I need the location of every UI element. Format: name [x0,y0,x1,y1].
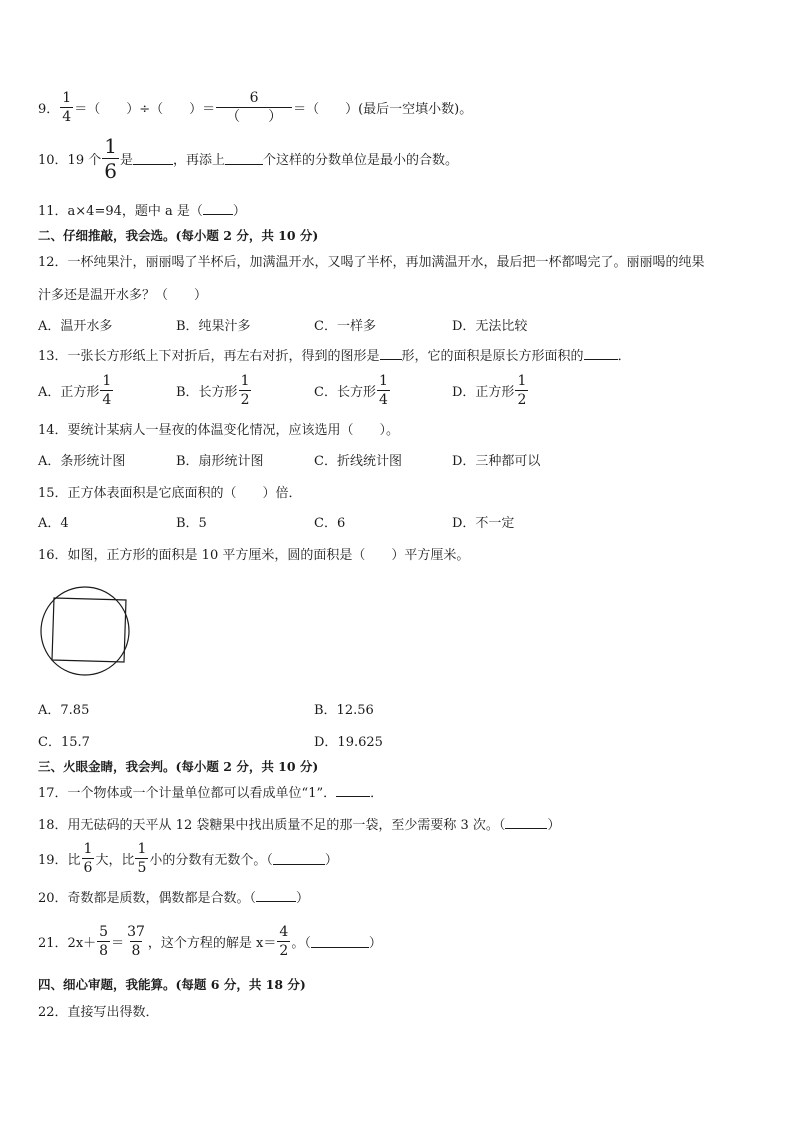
q17-text: 17．一个物体或一个计量单位都可以看成单位“1”． [38,786,337,801]
q9-fraction-1: $\frac{1}{4}$ [62,89,72,125]
q9-text-2: ＝（ ）(最后一空填小数)。 [293,101,473,117]
question-19 [38,837,338,879]
q13-text-1: 13．一张长方形纸上下对折后，再左右对折，得到的图形是 [38,349,380,364]
q10-text-3: 个这样的分数单位是最小的合数。 [262,152,458,168]
q19-text-3: 小的分数有无数个。（ [149,852,273,868]
q12-option-a[interactable]: A．温开水多 [38,319,113,334]
q13-text-2: 形，它的面积是原长方形面积的 [401,349,584,364]
q9-number: 9． [38,101,60,117]
question-15: 15．正方体表面积是它底面积的（ ）倍． [38,486,302,501]
q13-option-c[interactable]: C．长方形 $\frac{1}{4}$ [314,372,388,408]
question-9 [38,86,472,128]
q13-option-a[interactable]: A．正方形 $\frac{1}{4}$ [38,372,112,408]
question-17 [38,782,383,801]
section-2-heading: 二、仔细推敲，我会选。(每小题 2 分，共 10 分) [38,228,319,243]
q16-option-b[interactable]: B．12.56 [314,703,374,718]
q10-blank-1[interactable] [133,152,173,165]
q9-fraction-2: $\frac{6}{( )}$ [216,91,292,124]
q21-blank[interactable] [311,935,369,948]
q19-text-2: 大，比 [95,852,135,868]
q12-option-b[interactable]: B．纯果汁多 [176,319,251,334]
question-11 [38,200,246,219]
q11-text: 11．a×4=94，题中 a 是（ [38,204,203,219]
q13-text-3: ． [617,349,631,364]
q21-close: ） [368,935,382,951]
q14-option-d[interactable]: D．三种都可以 [452,454,541,469]
q18-close: ） [547,818,561,833]
question-21 [38,919,382,963]
q19-fraction-1: $\frac{1}{6}$ [83,840,93,876]
q13-blank-1[interactable] [380,347,402,360]
q15-option-d[interactable]: D．不一定 [452,516,515,531]
q12-option-d[interactable]: D．无法比较 [452,319,528,334]
q14-option-c[interactable]: C．折线统计图 [314,454,402,469]
q13-option-b[interactable]: B．长方形 $\frac{1}{2}$ [176,372,250,408]
q21-text-3: ，这个方程的解是 x＝ [147,935,277,951]
q13-option-d-fraction: $\frac{1}{2}$ [517,372,527,408]
q14-option-a[interactable]: A．条形统计图 [38,454,126,469]
q17-tail: ． [370,786,384,801]
q21-fraction-1: $\frac{5}{8}$ [99,923,109,959]
q21-fraction-3: $\frac{4}{2}$ [279,923,289,959]
q10-text-2: ，再添上 [172,152,225,168]
q21-text-1: 21．2x＋ [38,935,97,951]
q14-option-b[interactable]: B．扇形统计图 [176,454,264,469]
q16-option-c[interactable]: C．15.7 [38,735,90,750]
question-10 [38,133,458,183]
q12-option-c[interactable]: C．一样多 [314,319,376,334]
q16-option-d[interactable]: D．19.625 [314,735,383,750]
q20-blank[interactable] [256,889,296,902]
question-12-line-2: 汁多还是温开水多？（ ） [38,288,208,303]
q21-fraction-2: $\frac{37}{8}$ [127,923,145,959]
q20-close: ） [296,891,310,906]
q19-text-1: 19．比 [38,852,81,868]
q21-text-4: 。（ [291,935,311,951]
question-18 [38,814,560,833]
question-22: 22．直接写出得数． [38,1005,159,1020]
q18-blank[interactable] [505,816,547,829]
q21-text-2: ＝ [111,935,125,951]
q15-option-b[interactable]: B．5 [176,516,207,531]
q19-blank[interactable] [273,852,325,865]
q10-text-1: 是 [119,152,133,168]
q10-blank-2[interactable] [225,152,263,165]
section-3-heading: 三、火眼金睛，我会判。(每小题 2 分，共 10 分) [38,759,319,774]
q20-text: 20．奇数都是质数，偶数都是合数。（ [38,891,257,906]
q19-close: ） [324,852,338,868]
circle-square-figure [38,584,134,680]
q10-fraction: $\frac{1}{6}$ [104,133,117,183]
q13-option-c-fraction: $\frac{1}{4}$ [378,372,388,408]
q19-fraction-2: $\frac{1}{5}$ [137,840,147,876]
question-16: 16．如图，正方形的面积是 10 平方厘米，圆的面积是（ ）平方厘米。 [38,548,470,563]
q15-option-a[interactable]: A．4 [38,516,69,531]
question-14: 14．要统计某病人一昼夜的体温变化情况，应该选用（ ）。 [38,423,400,438]
section-4-heading: 四、细心审题，我能算。(每题 6 分，共 18 分) [38,977,306,992]
figure-square [52,598,126,662]
question-13 [38,345,631,364]
q13-option-b-fraction: $\frac{1}{2}$ [240,372,250,408]
q17-blank[interactable] [336,784,370,797]
q11-blank[interactable] [203,202,233,215]
question-20 [38,887,309,906]
q13-option-a-fraction: $\frac{1}{4}$ [102,372,112,408]
q9-text-1: ＝（ ）÷（ ）＝ [74,101,216,117]
question-12-line-1: 12．一杯纯果汁，丽丽喝了半杯后，加满温开水，又喝了半杯，再加满温开水，最后把一杯都喝完了。丽丽喝的纯果 [38,255,705,270]
q16-option-a[interactable]: A．7.85 [38,703,90,718]
q13-option-d[interactable]: D．正方形 $\frac{1}{2}$ [452,372,527,408]
q11-close: ） [232,204,246,219]
q15-option-c[interactable]: C．6 [314,516,346,531]
q10-number: 10．19 个 [38,152,102,168]
q18-text: 18．用无砝码的天平从 12 袋糖果中找出质量不足的那一袋，至少需要称 3 次。（ [38,818,506,833]
q13-blank-2[interactable] [584,347,618,360]
